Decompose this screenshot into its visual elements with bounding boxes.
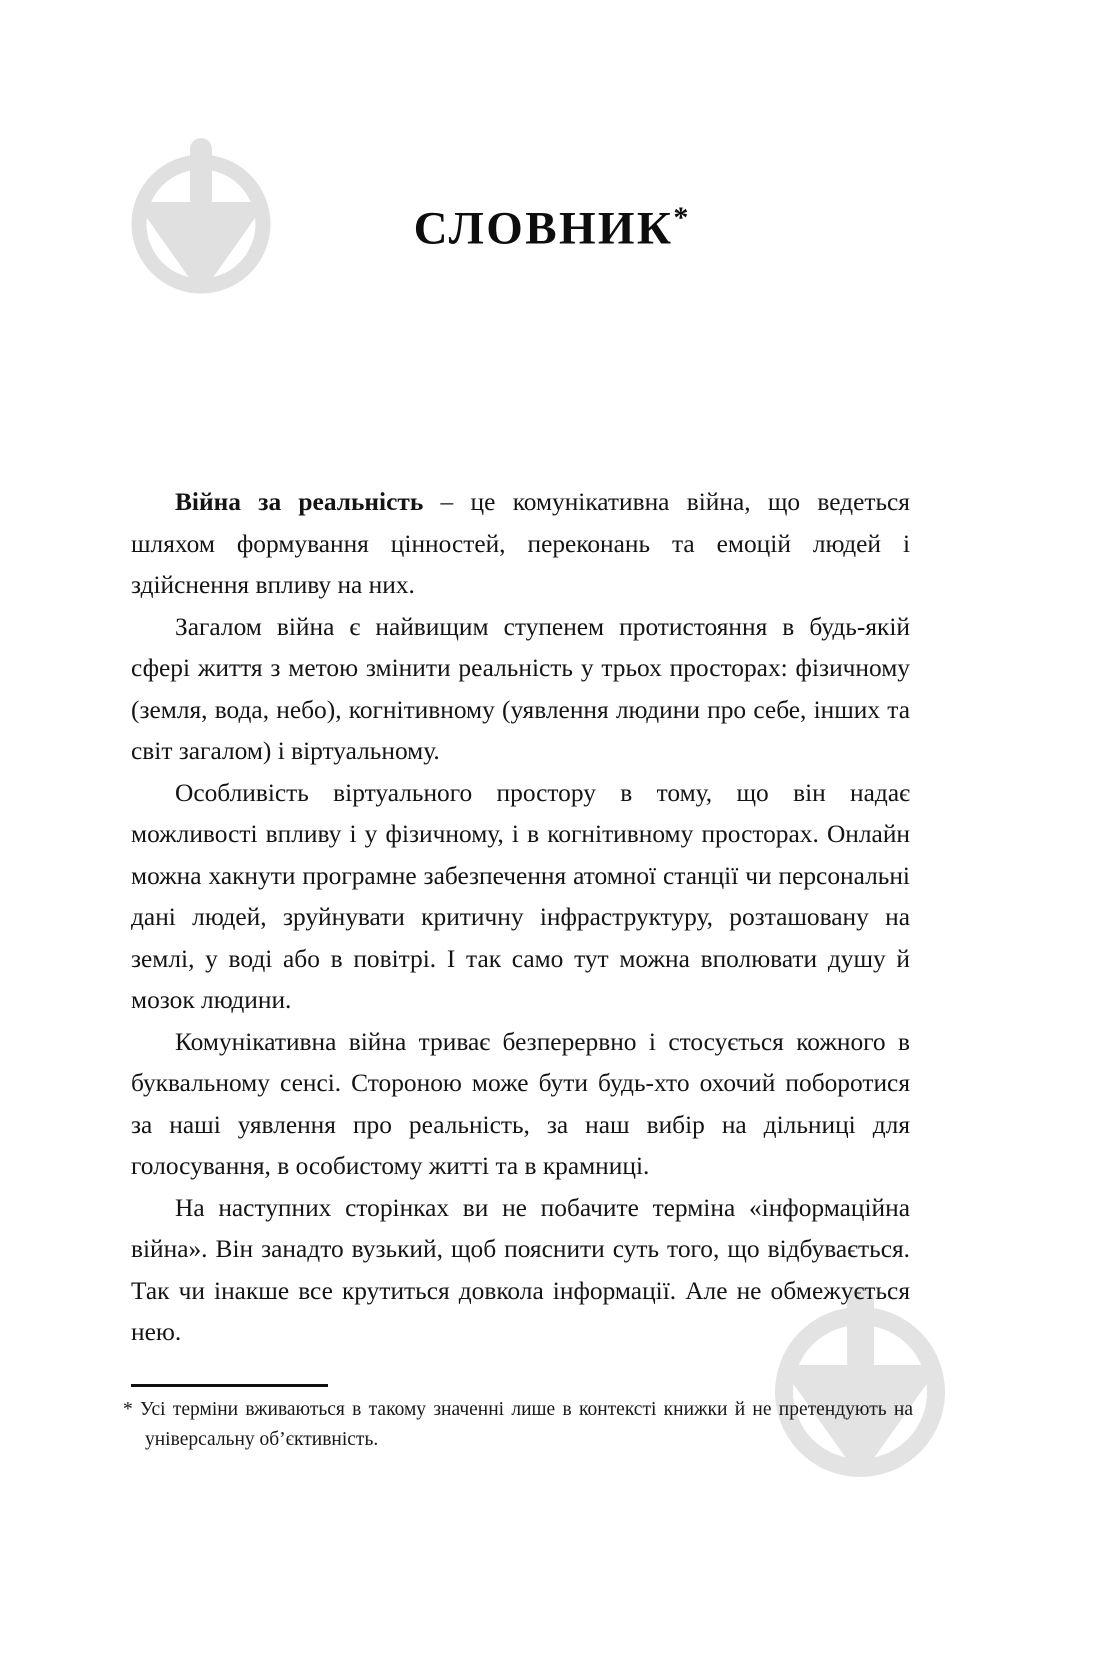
paragraph (131, 1022, 910, 1188)
paragraph-text: Загалом війна є найвищим ступенем протистояння в будь-якій сфері життя з метою змінити реальність у трьох просторах: фізичному (земля, вода, небо), когнітивному (уявлення людини про себе, інших та світ загалом) і віртуальному. (131, 612, 910, 765)
footnote-separator (131, 1384, 328, 1387)
paragraph-definition (131, 482, 910, 607)
footnote-line (123, 1395, 913, 1455)
definition-text: – це комунікативна війна, що ведеться шляхом формування цінностей, переконань та емоцій людей і здійснення впливу на них. (131, 488, 910, 599)
paragraph (131, 1188, 910, 1354)
footnote-text: Усі терміни вживаються в такому значенні лише в контексті книжки й не претендують на універсальну об’єктивність. (140, 1399, 913, 1450)
footnote-marker: * (123, 1399, 133, 1420)
paragraph (131, 773, 910, 1022)
page-title (0, 201, 1102, 256)
paragraph (131, 607, 910, 773)
footnote (123, 1395, 913, 1455)
paragraph-text: На наступних сторінках ви не побачите терміна «інформаційна війна». Він занадто вузький, щоб пояснити суть того, що відбувається. Так чи інакше все крутиться довкола інформації. Але не обмежується нею. (131, 1193, 910, 1346)
defined-term: Війна за реальність (175, 488, 424, 516)
page-title-text: СЛОВНИК (413, 203, 674, 256)
title-footnote-marker: * (673, 201, 689, 235)
paragraph-text: Особливість віртуального простору в тому, що він надає можливості впливу і у фізичному, і в когнітивному просторах. Онлайн можна хакнути програмне забезпечення атомної станції чи персональні дані людей, зруйнувати критичну інфраструктуру, розташовану на землі, у воді або в повітрі. І так само тут можна вполювати душу й мозок людини. (131, 778, 910, 1014)
body-text (131, 482, 910, 1354)
paragraph-text: Комунікативна війна триває безперервно і стосується кожного в буквальному сенсі. Стороною може бути будь-хто охочий поборотися за наші уявлення про реальність, за наш вибір на дільниці для голосування, в особистому житті та в крамниці. (131, 1027, 910, 1180)
